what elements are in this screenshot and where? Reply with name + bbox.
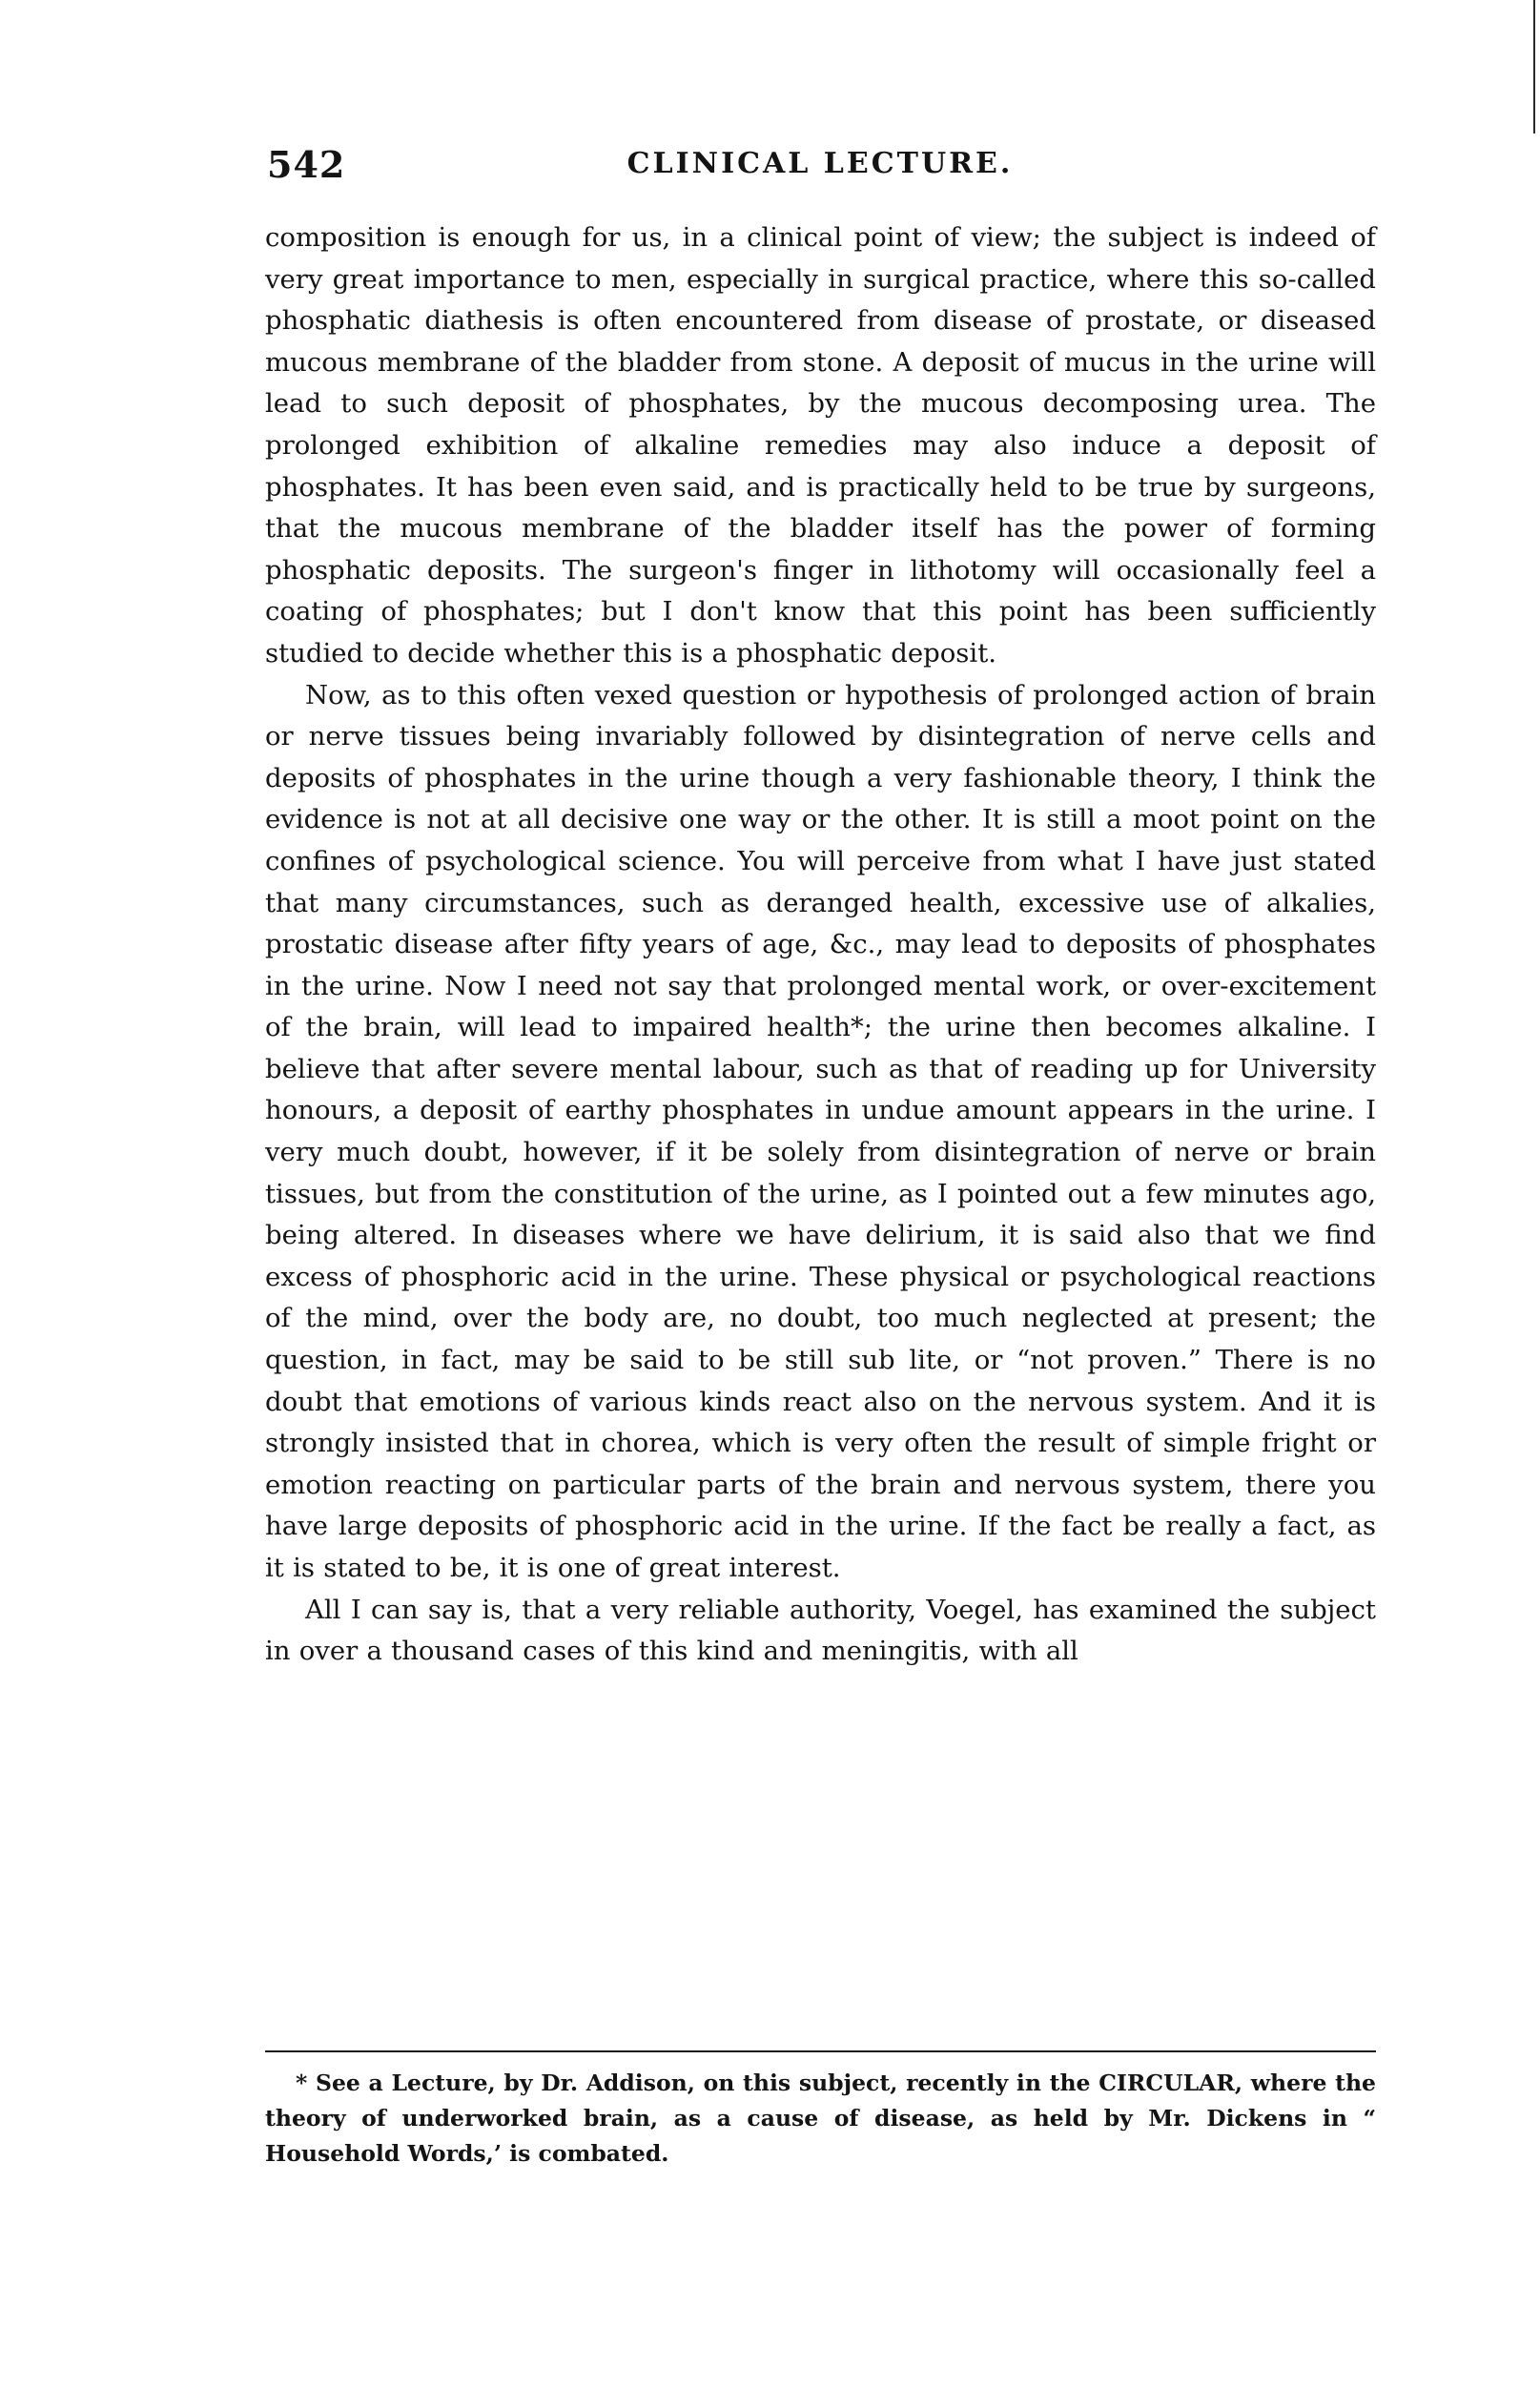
running-head: [257, 143, 1383, 191]
paragraph-continued: composition is enough for us, in a clinical point of view; the subject is indeed of very great importance to men, especially in surgical practice, where this so-called phosphatic diathesis is often encountered from disease of prostate, or diseased mucous membrane of the bladder from stone. A deposit of mucus in the urine will lead to such deposit of phosphates, by the mucous decomposing urea. The prolonged exhibition of alkaline remedies may also induce a deposit of phosphates. It has been even said, and is practically held to be true by surgeons, that the mucous membrane of the bladder itself has the power of forming phosphatic deposits. The surgeon's finger in lithotomy will occasionally feel a coating of phosphates; but I don't know that this point has been sufficiently studied to decide whether this is a phosphatic deposit.: [265, 222, 1376, 669]
running-title: CLINICAL LECTURE.: [626, 147, 1014, 180]
scan-edge-line: [1533, 0, 1535, 134]
paragraph: All I can say is, that a very reliable authority, Voegel, has examined the subject in over a thousand cases of this kind and meningitis, with all: [265, 1594, 1376, 1667]
page-number: 542: [267, 143, 346, 186]
footnote: [265, 2066, 1376, 2172]
footnote-text: * See a Lecture, by Dr. Addison, on this subject, recently in the CIRCULAR, where the theory of underworked brain, as a cause of disease, as held by Mr. Dickens in “ Household Words,’ is combated.: [265, 2070, 1376, 2167]
body-text: [265, 217, 1376, 1673]
paragraph: Now, as to this often vexed question or hypothesis of prolonged action of brain or nerve tissues being invariably followed by disintegration of nerve cells and deposits of phosphates in the urine though a very fashionable theory, I think the evidence is not at all decisive one way or the other. It is still a moot point on the confines of psychological science. You will perceive from what I have just stated that many circumstances, such as deranged health, excessive use of alkalies, prostatic disease after fifty years of age, &c., may lead to deposits of phosphates in the urine. Now I need not say that prolonged mental work, or over-excitement of the brain, will lead to impaired health*; the urine then becomes alkaline. I believe that after severe mental labour, such as that of reading up for University honours, a deposit of earthy phosphates in undue amount appears in the urine. I very much doubt, however, if it be solely from disintegration of nerve or brain tissues, but from the constitution of the urine, as I pointed out a few minutes ago, being altered. In diseases where we have delirium, it is said also that we find excess of phosphoric acid in the urine. These physical or psychological reactions of the mind, over the body are, no doubt, too much neglected at present; the question, in fact, may be said to be still sub lite, or “not proven.” There is no doubt that emotions of various kinds react also on the nervous system. And it is strongly insisted that in chorea, which is very often the result of simple fright or emotion reacting on particular parts of the brain and nervous system, there you have large deposits of phosphoric acid in the urine. If the fact be really a fact, as it is stated to be, it is one of great interest.: [265, 679, 1376, 1583]
footnote-rule: [265, 2050, 1376, 2052]
